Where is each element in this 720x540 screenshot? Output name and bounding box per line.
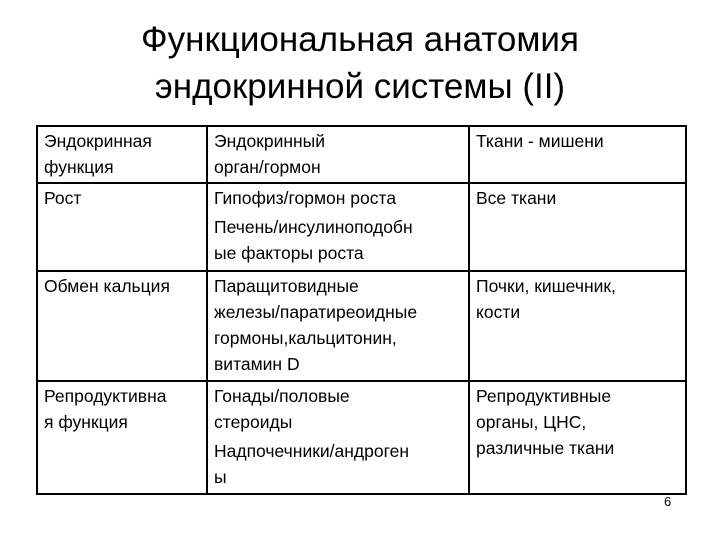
- row-cell-function: [37, 381, 207, 494]
- cell-text: Ткани - мишени: [476, 131, 604, 151]
- row-cell-organ: [207, 183, 469, 271]
- row-cell-targets: [469, 271, 686, 381]
- cell-text: витамин D: [214, 354, 300, 374]
- cell-text: ы: [214, 467, 227, 487]
- cell-text: Рост: [44, 188, 82, 208]
- cell-text: функция: [44, 157, 114, 177]
- table-row: [37, 381, 686, 494]
- slide-title: [60, 16, 660, 110]
- cell-text: органы, ЦНС,: [476, 412, 587, 432]
- cell-text: Обмен кальция: [44, 276, 170, 296]
- page-number: 6: [664, 494, 672, 509]
- cell-text: орган/гормон: [214, 157, 321, 177]
- slide-title-line-2: эндокринной системы (II): [154, 67, 566, 106]
- cell-text: Печень/инсулиноподобн: [214, 217, 413, 237]
- table-row: [37, 271, 686, 381]
- cell-text: железы/паратиреоидные: [214, 302, 418, 322]
- cell-text: Гипофиз/гормон роста: [214, 188, 397, 208]
- endocrine-table: [36, 125, 687, 495]
- cell-text: гормоны,кальцитонин,: [214, 328, 397, 348]
- cell-text: Эндокринная: [44, 131, 152, 151]
- cell-text: Репродуктивные: [476, 386, 612, 406]
- cell-text: Надпочечники/андроген: [214, 441, 409, 461]
- cell-text: различные ткани: [476, 438, 615, 458]
- cell-text: Паращитовидные: [214, 276, 359, 296]
- cell-text: ые факторы роста: [214, 243, 364, 263]
- row-cell-organ: [207, 381, 469, 494]
- cell-text: Репродуктивна: [44, 386, 167, 406]
- header-cell-targets: [469, 126, 686, 183]
- cell-text: Эндокринный: [214, 131, 326, 151]
- row-cell-function: [37, 271, 207, 381]
- cell-text: Почки, кишечник,: [476, 276, 616, 296]
- cell-text: Гонады/половые: [214, 386, 350, 406]
- cell-text: стероиды: [214, 412, 293, 432]
- row-cell-targets: [469, 183, 686, 271]
- row-cell-organ: [207, 271, 469, 381]
- table-row: [37, 183, 686, 271]
- table-header-row: [37, 126, 686, 183]
- slide-title-line-1: Функциональная анатомия: [141, 20, 579, 59]
- row-cell-function: [37, 183, 207, 271]
- cell-text: я функция: [44, 412, 128, 432]
- cell-text: Все ткани: [476, 188, 557, 208]
- header-cell-function: [37, 126, 207, 183]
- row-cell-targets: [469, 381, 686, 494]
- cell-text: кости: [476, 302, 521, 322]
- header-cell-organ: [207, 126, 469, 183]
